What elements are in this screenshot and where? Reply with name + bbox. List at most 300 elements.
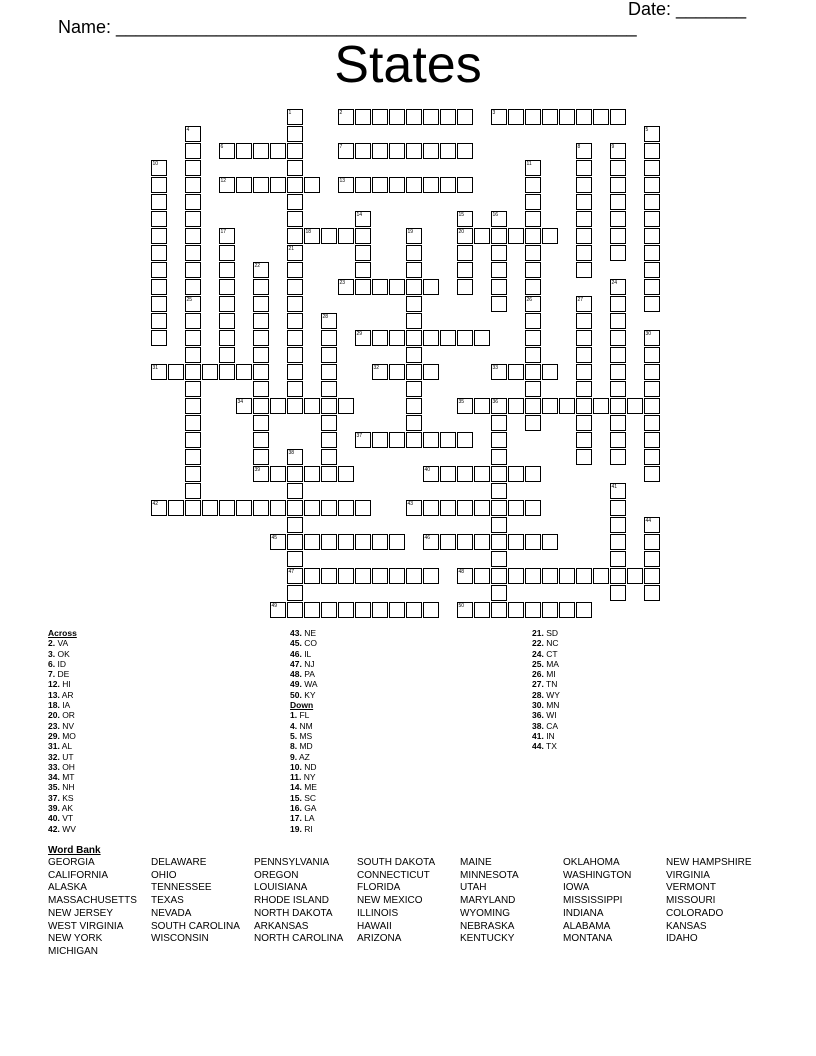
crossword-cell[interactable] <box>576 415 592 431</box>
crossword-cell[interactable] <box>644 296 660 312</box>
crossword-cell[interactable] <box>576 211 592 227</box>
crossword-cell[interactable] <box>610 313 626 329</box>
crossword-cell[interactable] <box>185 211 201 227</box>
crossword-cell[interactable] <box>287 160 303 176</box>
crossword-cell[interactable] <box>423 109 439 125</box>
crossword-cell[interactable] <box>185 143 201 159</box>
crossword-cell[interactable] <box>202 500 218 516</box>
crossword-cell[interactable] <box>610 500 626 516</box>
crossword-cell[interactable] <box>423 432 439 448</box>
crossword-cell[interactable] <box>321 534 337 550</box>
crossword-cell[interactable] <box>321 466 337 482</box>
crossword-cell[interactable] <box>355 109 371 125</box>
crossword-cell[interactable] <box>355 568 371 584</box>
crossword-cell[interactable] <box>610 449 626 465</box>
crossword-cell[interactable] <box>610 534 626 550</box>
crossword-cell[interactable] <box>185 160 201 176</box>
crossword-cell[interactable] <box>287 534 303 550</box>
crossword-cell[interactable] <box>185 347 201 363</box>
crossword-cell[interactable] <box>406 415 422 431</box>
crossword-cell[interactable] <box>610 398 626 414</box>
crossword-cell[interactable] <box>389 602 405 618</box>
crossword-cell[interactable] <box>338 398 354 414</box>
crossword-cell[interactable] <box>627 568 643 584</box>
crossword-cell[interactable] <box>508 109 524 125</box>
crossword-cell[interactable] <box>304 534 320 550</box>
crossword-cell[interactable] <box>219 245 235 261</box>
crossword-cell[interactable] <box>440 500 456 516</box>
crossword-cell[interactable] <box>525 381 541 397</box>
crossword-cell[interactable] <box>304 602 320 618</box>
crossword-cell[interactable] <box>355 177 371 193</box>
crossword-cell[interactable] <box>491 228 507 244</box>
crossword-cell[interactable] <box>406 296 422 312</box>
crossword-cell[interactable] <box>185 228 201 244</box>
crossword-cell[interactable] <box>202 364 218 380</box>
crossword-cell[interactable] <box>253 313 269 329</box>
crossword-cell[interactable] <box>168 364 184 380</box>
crossword-cell[interactable] <box>576 228 592 244</box>
crossword-cell[interactable] <box>270 466 286 482</box>
crossword-cell[interactable] <box>151 177 167 193</box>
crossword-cell[interactable] <box>185 194 201 210</box>
crossword-cell[interactable] <box>593 568 609 584</box>
crossword-cell[interactable] <box>151 279 167 295</box>
crossword-cell[interactable] <box>185 245 201 261</box>
crossword-cell[interactable] <box>389 143 405 159</box>
crossword-cell[interactable] <box>406 602 422 618</box>
crossword-cell[interactable] <box>610 330 626 346</box>
crossword-cell[interactable] <box>253 347 269 363</box>
crossword-cell[interactable] <box>287 500 303 516</box>
crossword-cell[interactable] <box>372 534 388 550</box>
crossword-cell[interactable] <box>287 364 303 380</box>
crossword-cell[interactable] <box>287 228 303 244</box>
crossword-cell[interactable] <box>474 228 490 244</box>
crossword-cell[interactable] <box>253 432 269 448</box>
crossword-cell[interactable] <box>610 194 626 210</box>
crossword-cell[interactable] <box>406 347 422 363</box>
crossword-cell[interactable] <box>576 381 592 397</box>
crossword-cell[interactable] <box>610 211 626 227</box>
crossword-cell[interactable] <box>253 143 269 159</box>
crossword-cell[interactable] <box>287 313 303 329</box>
crossword-cell[interactable] <box>219 296 235 312</box>
crossword-cell[interactable] <box>508 602 524 618</box>
crossword-cell[interactable] <box>287 602 303 618</box>
crossword-cell[interactable] <box>372 330 388 346</box>
crossword-cell[interactable] <box>610 585 626 601</box>
crossword-cell[interactable] <box>253 500 269 516</box>
crossword-cell[interactable] <box>525 262 541 278</box>
crossword-cell[interactable] <box>610 432 626 448</box>
crossword-cell[interactable] <box>542 398 558 414</box>
crossword-cell[interactable] <box>457 500 473 516</box>
crossword-cell[interactable] <box>406 398 422 414</box>
crossword-cell[interactable] <box>644 279 660 295</box>
crossword-cell[interactable] <box>321 602 337 618</box>
crossword-cell[interactable] <box>644 432 660 448</box>
crossword-cell[interactable] <box>576 313 592 329</box>
crossword-cell[interactable] <box>576 160 592 176</box>
crossword-cell[interactable] <box>372 602 388 618</box>
crossword-cell[interactable] <box>321 500 337 516</box>
crossword-cell[interactable] <box>253 296 269 312</box>
crossword-cell[interactable] <box>474 534 490 550</box>
crossword-cell[interactable] <box>644 364 660 380</box>
crossword-cell[interactable] <box>525 415 541 431</box>
crossword-cell[interactable] <box>508 534 524 550</box>
crossword-cell[interactable] <box>576 330 592 346</box>
crossword-cell[interactable] <box>321 449 337 465</box>
crossword-cell[interactable] <box>644 568 660 584</box>
crossword-cell[interactable] <box>559 398 575 414</box>
crossword-cell[interactable] <box>185 466 201 482</box>
crossword-cell[interactable] <box>355 262 371 278</box>
crossword-cell[interactable] <box>440 330 456 346</box>
crossword-cell[interactable] <box>406 330 422 346</box>
crossword-cell[interactable] <box>457 534 473 550</box>
crossword-cell[interactable] <box>644 160 660 176</box>
crossword-cell[interactable] <box>270 500 286 516</box>
crossword-cell[interactable] <box>151 330 167 346</box>
crossword-cell[interactable] <box>270 177 286 193</box>
crossword-cell[interactable] <box>440 466 456 482</box>
crossword-cell[interactable] <box>321 364 337 380</box>
crossword-cell[interactable] <box>355 279 371 295</box>
crossword-cell[interactable] <box>491 466 507 482</box>
crossword-cell[interactable] <box>253 415 269 431</box>
crossword-cell[interactable] <box>423 330 439 346</box>
crossword-cell[interactable] <box>287 381 303 397</box>
crossword-cell[interactable] <box>491 449 507 465</box>
crossword-cell[interactable] <box>491 483 507 499</box>
crossword-cell[interactable] <box>287 585 303 601</box>
crossword-cell[interactable] <box>457 279 473 295</box>
crossword-cell[interactable] <box>355 228 371 244</box>
crossword-cell[interactable] <box>287 517 303 533</box>
crossword-cell[interactable] <box>389 432 405 448</box>
crossword-cell[interactable] <box>304 466 320 482</box>
crossword-cell[interactable] <box>474 568 490 584</box>
crossword-cell[interactable] <box>542 602 558 618</box>
crossword-cell[interactable] <box>542 568 558 584</box>
crossword-cell[interactable] <box>525 398 541 414</box>
crossword-cell[interactable] <box>474 602 490 618</box>
crossword-cell[interactable] <box>355 245 371 261</box>
crossword-cell[interactable] <box>185 330 201 346</box>
crossword-cell[interactable] <box>542 364 558 380</box>
crossword-cell[interactable] <box>474 330 490 346</box>
crossword-cell[interactable] <box>610 415 626 431</box>
crossword-cell[interactable] <box>610 177 626 193</box>
crossword-cell[interactable] <box>287 177 303 193</box>
crossword-cell[interactable] <box>559 109 575 125</box>
crossword-cell[interactable] <box>610 568 626 584</box>
crossword-cell[interactable] <box>389 534 405 550</box>
crossword-cell[interactable] <box>525 177 541 193</box>
crossword-cell[interactable] <box>253 381 269 397</box>
crossword-cell[interactable] <box>151 228 167 244</box>
crossword-cell[interactable] <box>406 313 422 329</box>
crossword-cell[interactable] <box>219 279 235 295</box>
crossword-cell[interactable] <box>287 347 303 363</box>
crossword-cell[interactable] <box>525 466 541 482</box>
crossword-cell[interactable] <box>321 398 337 414</box>
crossword-cell[interactable] <box>491 585 507 601</box>
crossword-cell[interactable] <box>525 313 541 329</box>
crossword-cell[interactable] <box>457 143 473 159</box>
crossword-cell[interactable] <box>406 279 422 295</box>
crossword-cell[interactable] <box>525 245 541 261</box>
crossword-cell[interactable] <box>491 415 507 431</box>
crossword-cell[interactable] <box>542 534 558 550</box>
crossword-cell[interactable] <box>219 364 235 380</box>
crossword-cell[interactable] <box>236 364 252 380</box>
crossword-cell[interactable] <box>525 568 541 584</box>
crossword-cell[interactable] <box>406 432 422 448</box>
crossword-cell[interactable] <box>491 296 507 312</box>
crossword-cell[interactable] <box>508 398 524 414</box>
crossword-cell[interactable] <box>576 568 592 584</box>
crossword-cell[interactable] <box>185 381 201 397</box>
crossword-cell[interactable] <box>185 432 201 448</box>
crossword-cell[interactable] <box>610 160 626 176</box>
crossword-cell[interactable] <box>644 534 660 550</box>
crossword-cell[interactable] <box>287 194 303 210</box>
crossword-cell[interactable] <box>644 449 660 465</box>
crossword-cell[interactable] <box>151 211 167 227</box>
crossword-cell[interactable] <box>508 364 524 380</box>
crossword-cell[interactable] <box>338 534 354 550</box>
crossword-cell[interactable] <box>457 245 473 261</box>
crossword-cell[interactable] <box>576 347 592 363</box>
crossword-cell[interactable] <box>372 568 388 584</box>
crossword-cell[interactable] <box>474 466 490 482</box>
crossword-cell[interactable] <box>457 109 473 125</box>
crossword-cell[interactable] <box>525 500 541 516</box>
crossword-cell[interactable] <box>321 415 337 431</box>
crossword-cell[interactable] <box>610 109 626 125</box>
crossword-cell[interactable] <box>457 466 473 482</box>
crossword-cell[interactable] <box>389 177 405 193</box>
crossword-cell[interactable] <box>525 364 541 380</box>
crossword-cell[interactable] <box>287 330 303 346</box>
crossword-cell[interactable] <box>542 228 558 244</box>
crossword-cell[interactable] <box>185 500 201 516</box>
crossword-cell[interactable] <box>508 500 524 516</box>
crossword-cell[interactable] <box>287 551 303 567</box>
crossword-cell[interactable] <box>440 143 456 159</box>
crossword-cell[interactable] <box>491 500 507 516</box>
crossword-cell[interactable] <box>389 109 405 125</box>
crossword-cell[interactable] <box>338 500 354 516</box>
crossword-cell[interactable] <box>576 262 592 278</box>
crossword-cell[interactable] <box>253 364 269 380</box>
crossword-cell[interactable] <box>236 500 252 516</box>
crossword-cell[interactable] <box>474 398 490 414</box>
crossword-cell[interactable] <box>423 568 439 584</box>
crossword-cell[interactable] <box>644 381 660 397</box>
crossword-cell[interactable] <box>644 177 660 193</box>
crossword-cell[interactable] <box>372 109 388 125</box>
crossword-cell[interactable] <box>508 228 524 244</box>
crossword-cell[interactable] <box>151 296 167 312</box>
crossword-cell[interactable] <box>423 602 439 618</box>
crossword-cell[interactable] <box>406 143 422 159</box>
crossword-cell[interactable] <box>644 143 660 159</box>
crossword-cell[interactable] <box>576 245 592 261</box>
crossword-cell[interactable] <box>491 602 507 618</box>
crossword-cell[interactable] <box>372 177 388 193</box>
crossword-cell[interactable] <box>423 279 439 295</box>
crossword-cell[interactable] <box>304 398 320 414</box>
crossword-cell[interactable] <box>457 177 473 193</box>
crossword-cell[interactable] <box>253 449 269 465</box>
crossword-cell[interactable] <box>644 228 660 244</box>
crossword-cell[interactable] <box>576 177 592 193</box>
crossword-cell[interactable] <box>406 262 422 278</box>
crossword-cell[interactable] <box>406 245 422 261</box>
crossword-cell[interactable] <box>389 279 405 295</box>
crossword-cell[interactable] <box>423 500 439 516</box>
crossword-cell[interactable] <box>321 347 337 363</box>
crossword-cell[interactable] <box>406 109 422 125</box>
crossword-cell[interactable] <box>644 585 660 601</box>
crossword-cell[interactable] <box>644 211 660 227</box>
crossword-cell[interactable] <box>491 262 507 278</box>
crossword-cell[interactable] <box>525 194 541 210</box>
crossword-cell[interactable] <box>151 245 167 261</box>
crossword-cell[interactable] <box>338 466 354 482</box>
crossword-cell[interactable] <box>236 177 252 193</box>
crossword-cell[interactable] <box>423 143 439 159</box>
crossword-cell[interactable] <box>644 262 660 278</box>
crossword-cell[interactable] <box>525 211 541 227</box>
crossword-cell[interactable] <box>355 602 371 618</box>
crossword-cell[interactable] <box>457 262 473 278</box>
crossword-cell[interactable] <box>338 228 354 244</box>
crossword-cell[interactable] <box>525 330 541 346</box>
crossword-cell[interactable] <box>219 347 235 363</box>
crossword-cell[interactable] <box>321 432 337 448</box>
crossword-cell[interactable] <box>610 347 626 363</box>
crossword-cell[interactable] <box>610 551 626 567</box>
crossword-cell[interactable] <box>423 177 439 193</box>
crossword-cell[interactable] <box>389 330 405 346</box>
crossword-cell[interactable] <box>287 279 303 295</box>
crossword-cell[interactable] <box>219 262 235 278</box>
crossword-cell[interactable] <box>185 449 201 465</box>
crossword-cell[interactable] <box>338 568 354 584</box>
crossword-cell[interactable] <box>185 364 201 380</box>
crossword-cell[interactable] <box>644 245 660 261</box>
crossword-cell[interactable] <box>338 602 354 618</box>
crossword-cell[interactable] <box>559 602 575 618</box>
crossword-cell[interactable] <box>287 211 303 227</box>
crossword-cell[interactable] <box>457 330 473 346</box>
crossword-cell[interactable] <box>610 381 626 397</box>
crossword-cell[interactable] <box>253 398 269 414</box>
crossword-cell[interactable] <box>372 432 388 448</box>
crossword-cell[interactable] <box>185 483 201 499</box>
crossword-cell[interactable] <box>321 228 337 244</box>
crossword-cell[interactable] <box>151 194 167 210</box>
crossword-cell[interactable] <box>219 313 235 329</box>
crossword-cell[interactable] <box>525 279 541 295</box>
crossword-cell[interactable] <box>644 415 660 431</box>
crossword-cell[interactable] <box>576 602 592 618</box>
crossword-cell[interactable] <box>525 602 541 618</box>
crossword-cell[interactable] <box>270 143 286 159</box>
crossword-cell[interactable] <box>559 568 575 584</box>
crossword-cell[interactable] <box>355 143 371 159</box>
crossword-cell[interactable] <box>508 568 524 584</box>
crossword-cell[interactable] <box>644 347 660 363</box>
crossword-cell[interactable] <box>287 398 303 414</box>
crossword-cell[interactable] <box>151 313 167 329</box>
crossword-cell[interactable] <box>610 296 626 312</box>
crossword-cell[interactable] <box>440 534 456 550</box>
crossword-cell[interactable] <box>457 432 473 448</box>
crossword-cell[interactable] <box>576 109 592 125</box>
crossword-cell[interactable] <box>372 279 388 295</box>
crossword-cell[interactable] <box>491 568 507 584</box>
crossword-cell[interactable] <box>287 296 303 312</box>
crossword-cell[interactable] <box>576 449 592 465</box>
crossword-cell[interactable] <box>525 347 541 363</box>
crossword-cell[interactable] <box>185 262 201 278</box>
crossword-cell[interactable] <box>185 313 201 329</box>
crossword-cell[interactable] <box>355 500 371 516</box>
crossword-cell[interactable] <box>219 330 235 346</box>
crossword-cell[interactable] <box>474 500 490 516</box>
crossword-cell[interactable] <box>287 262 303 278</box>
crossword-cell[interactable] <box>508 466 524 482</box>
crossword-cell[interactable] <box>644 466 660 482</box>
crossword-cell[interactable] <box>644 551 660 567</box>
crossword-cell[interactable] <box>491 551 507 567</box>
crossword-cell[interactable] <box>185 177 201 193</box>
crossword-cell[interactable] <box>440 177 456 193</box>
crossword-cell[interactable] <box>287 126 303 142</box>
crossword-cell[interactable] <box>185 415 201 431</box>
crossword-cell[interactable] <box>372 143 388 159</box>
crossword-cell[interactable] <box>406 177 422 193</box>
crossword-cell[interactable] <box>423 364 439 380</box>
crossword-cell[interactable] <box>406 364 422 380</box>
crossword-cell[interactable] <box>185 398 201 414</box>
crossword-cell[interactable] <box>270 398 286 414</box>
crossword-cell[interactable] <box>287 143 303 159</box>
crossword-cell[interactable] <box>576 432 592 448</box>
crossword-cell[interactable] <box>440 109 456 125</box>
crossword-cell[interactable] <box>321 568 337 584</box>
crossword-cell[interactable] <box>253 177 269 193</box>
crossword-cell[interactable] <box>576 398 592 414</box>
crossword-cell[interactable] <box>644 194 660 210</box>
crossword-cell[interactable] <box>644 398 660 414</box>
crossword-cell[interactable] <box>168 500 184 516</box>
crossword-cell[interactable] <box>593 109 609 125</box>
crossword-cell[interactable] <box>491 245 507 261</box>
crossword-cell[interactable] <box>610 228 626 244</box>
crossword-cell[interactable] <box>151 262 167 278</box>
crossword-cell[interactable] <box>593 398 609 414</box>
crossword-cell[interactable] <box>253 330 269 346</box>
crossword-cell[interactable] <box>491 534 507 550</box>
crossword-cell[interactable] <box>406 381 422 397</box>
